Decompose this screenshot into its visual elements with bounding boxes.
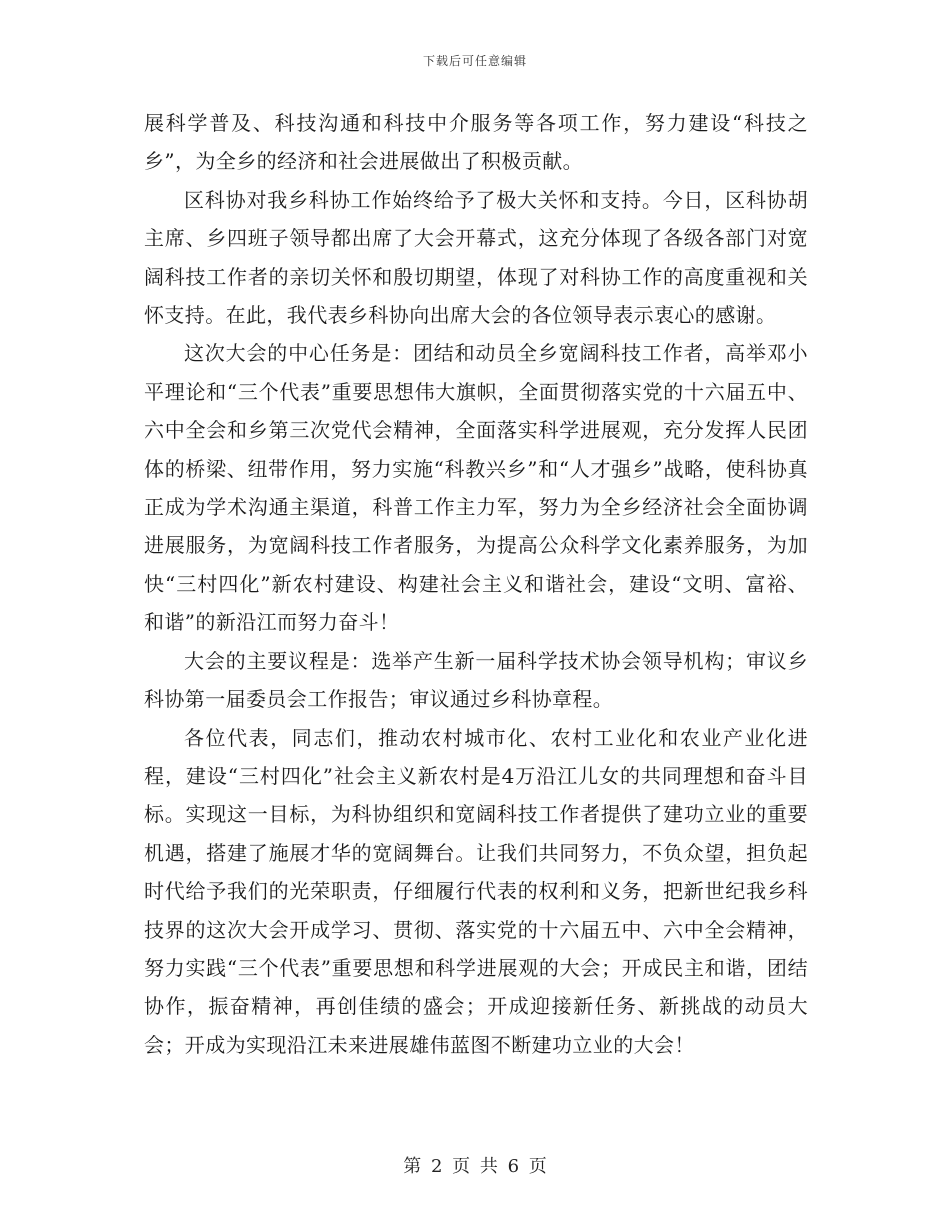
page-number-footer: 第 2 页 共 6 页 (403, 1156, 547, 1177)
paragraph-5: 各位代表，同志们，推动农村城市化、农村工业化和农业产业化进程，建设“三村四化”社会主义新农村是4万沿江儿女的共同理想和奋斗目标。实现这一目标，为科协组织和宽阔科技工作者提供了建功立业的重要机遇，搭建了施展才华的宽阔舞台。让我们共同努力，不负众望，担负起时代给予我们的光荣职责，仔细履行代表的权利和义务，把新世纪我乡科技界的这次大会开成学习、贯彻、落实党的十六届五中、六中全会精神，努力实践“三个代表”重要思想和科学进展观的大会；开成民主和谐，团结协作，振奋精神，再创佳绩的盛会；开成迎接新任务、新挑战的动员大会；开成为实现沿江未来进展雄伟蓝图不断建功立业的大会！ (144, 725, 808, 1057)
document-body (144, 104, 808, 1064)
paragraph-4: 大会的主要议程是：选举产生新一届科学技术协会领导机构；审议乡科协第一届委员会工作报告；审议通过乡科协章程。 (144, 648, 808, 712)
paragraph-2: 区科协对我乡科协工作始终给予了极大关怀和支持。今日，区科协胡主席、乡四班子领导都出席了大会开幕式，这充分体现了各级各部门对宽阔科技工作者的亲切关怀和殷切期望，体现了对科协工作的高度重视和关怀支持。在此，我代表乡科协向出席大会的各位领导表示衷心的感谢。 (144, 187, 808, 328)
paragraph-3: 这次大会的中心任务是：团结和动员全乡宽阔科技工作者，高举邓小平理论和“三个代表”重要思想伟大旗帜，全面贯彻落实党的十六届五中、六中全会和乡第三次党代会精神，全面落实科学进展观，充分发挥人民团体的桥梁、纽带作用，努力实施“科教兴乡”和“人才强乡”战略，使科协真正成为学术沟通主渠道，科普工作主力军，努力为全乡经济社会全面协调进展服务，为宽阔科技工作者服务，为提高公众科学文化素养服务，为加快“三村四化”新农村建设、构建社会主义和谐社会，建设“文明、富裕、和谐”的新沿江而努力奋斗！ (144, 341, 808, 635)
paragraph-1: 展科学普及、科技沟通和科技中介服务等各项工作，努力建设“科技之乡”，为全乡的经济和社会进展做出了积极贡献。 (144, 111, 808, 174)
header-note: 下载后可任意编辑 (422, 54, 527, 68)
